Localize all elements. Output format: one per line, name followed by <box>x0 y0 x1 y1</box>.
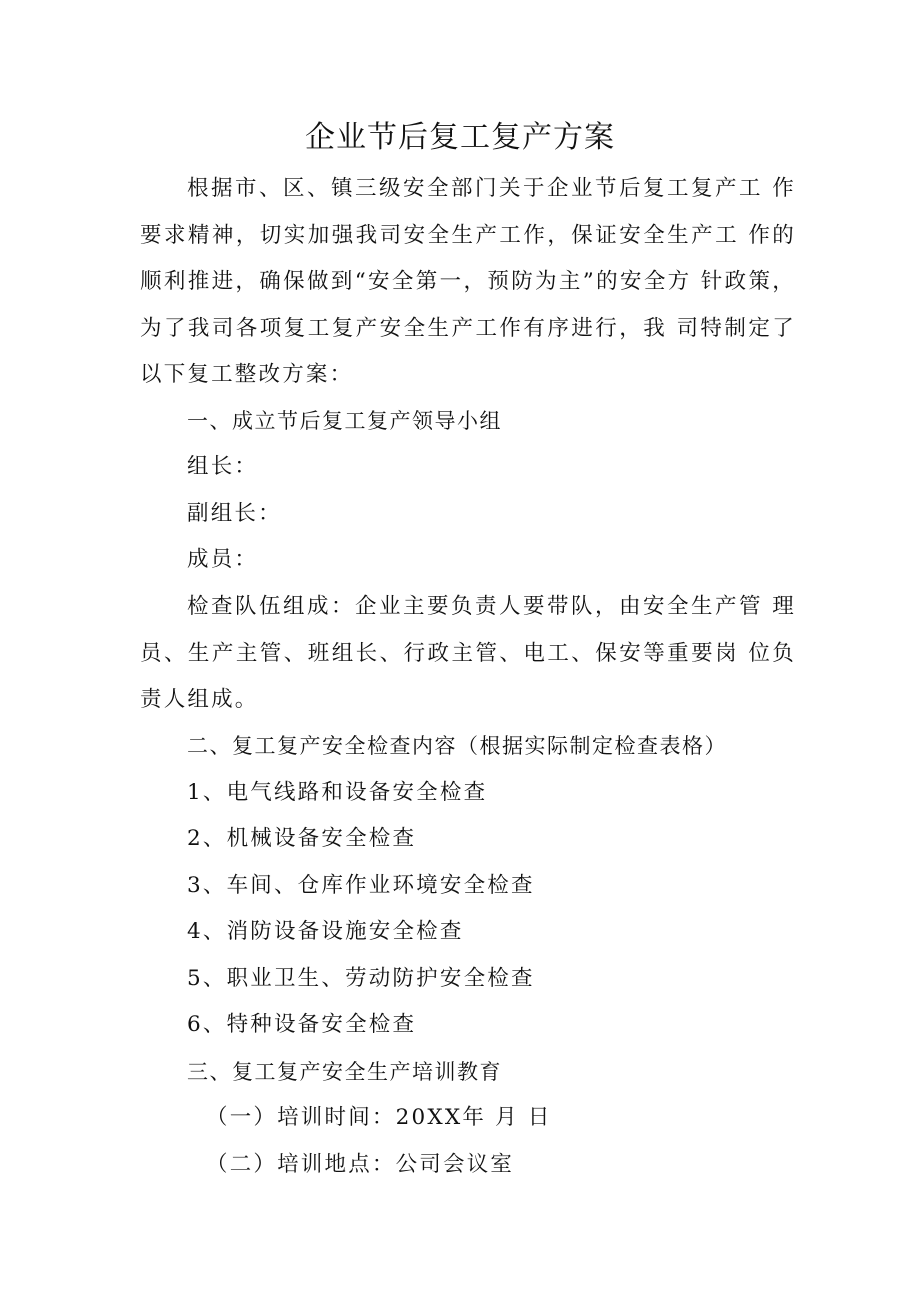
check-item: 6、特种设备安全检查 <box>187 1012 417 1037</box>
section-3-heading: 三、复工复产安全生产培训教育 <box>187 1060 502 1084</box>
check-item: 1、电气线路和设备安全检查 <box>187 780 488 805</box>
document-title: 企业节后复工复产方案 <box>305 120 615 155</box>
deputy-leader-field: 副组长： <box>187 501 282 526</box>
check-item: 2、机械设备安全检查 <box>187 826 417 851</box>
check-item: 4、消防设备设施安全检查 <box>187 919 464 944</box>
check-item: 3、车间、仓库作业环境安全检查 <box>187 873 535 898</box>
leader-field: 组长： <box>187 454 259 479</box>
training-time: （一）培训时间：20XX年 月 日 <box>206 1105 552 1130</box>
section-1-heading: 一、成立节后复工复产领导小组 <box>187 409 502 433</box>
intro-paragraph: 根据市、区、镇三级安全部门关于企业节后复工复产工 作要求精神，切实加强我司安全生产工作，保证安全生产工 作的顺利推进，确保做到“安全第一，预防为主”的安全方 针政策，为了我司各项复工复产安全生产工作有序进行，我 司特制定了以下复工整改方案： <box>140 176 796 387</box>
check-item: 5、职业卫生、劳动防护安全检查 <box>187 966 535 991</box>
section-2-heading: 二、复工复产安全检查内容（根据实际制定检查表格） <box>187 734 727 758</box>
inspection-team-paragraph: 检查队伍组成：企业主要负责人要带队，由安全生产管 理员、生产主管、班组长、行政主管、电工、保安等重要岗 位负责人组成。 <box>140 594 796 712</box>
members-field: 成员： <box>187 547 259 572</box>
training-place: （二）培训地点：公司会议室 <box>206 1152 515 1177</box>
